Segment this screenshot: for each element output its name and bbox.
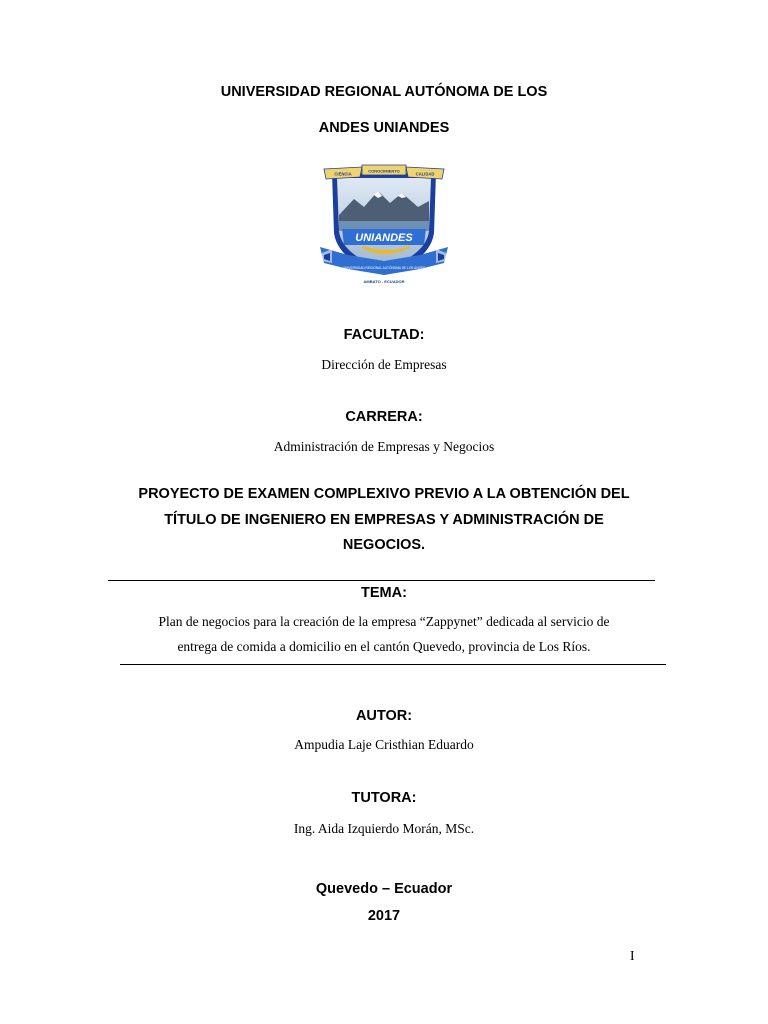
university-name-line-1: UNIVERSIDAD REGIONAL AUTÓNOMA DE LOS (220, 84, 548, 100)
project-title-line-2: TÍTULO DE INGENIERO EN EMPRESAS Y ADMINISTRACIÓN DE (164, 512, 604, 528)
crest-location-text: AMBATO - ECUADOR (363, 279, 405, 284)
topic-heading: TEMA: (361, 585, 407, 601)
project-title-line-3: NEGOCIOS. (342, 537, 426, 553)
career-heading: CARRERA: (345, 409, 423, 425)
university-crest-icon (318, 163, 450, 287)
tutor-value: Ing. Aida Izquierdo Morán, MSc. (293, 821, 475, 836)
project-title-line-1: PROYECTO DE EXAMEN COMPLEXIVO PREVIO A LA OBTENCIÓN DEL (138, 486, 630, 502)
university-name-line-2: ANDES UNIANDES (318, 120, 450, 136)
faculty-value: Dirección de Empresas (321, 357, 447, 372)
year-text: 2017 (367, 908, 401, 924)
topic-top-divider (108, 580, 655, 581)
place-text: Quevedo – Ecuador (315, 881, 453, 897)
crest-ribbon-text: UNIVERSIDAD REGIONAL AUTÓNOMA DE LOS ANDES (342, 266, 426, 270)
page-number: I (630, 948, 635, 963)
author-value: Ampudia Laje Cristhian Eduardo (294, 737, 474, 752)
author-heading: AUTOR: (355, 708, 413, 724)
topic-line-1: Plan de negocios para la creación de la empresa “Zappynet” dedicada al servicio de (158, 614, 610, 629)
topic-bottom-divider (120, 664, 666, 665)
svg-text:CONOCIMIENTO: CONOCIMIENTO (368, 168, 400, 174)
career-value: Administración de Empresas y Negocios (273, 439, 495, 454)
svg-text:CALIDAD: CALIDAD (415, 171, 435, 177)
faculty-heading: FACULTAD: (343, 327, 425, 343)
tutor-heading: TUTORA: (351, 790, 417, 806)
crest-name-text: UNIANDES (355, 232, 413, 244)
svg-text:CIENCIA: CIENCIA (334, 171, 352, 177)
topic-line-2: entrega de comida a domicilio en el cantón Quevedo, provincia de Los Ríos. (177, 639, 591, 654)
